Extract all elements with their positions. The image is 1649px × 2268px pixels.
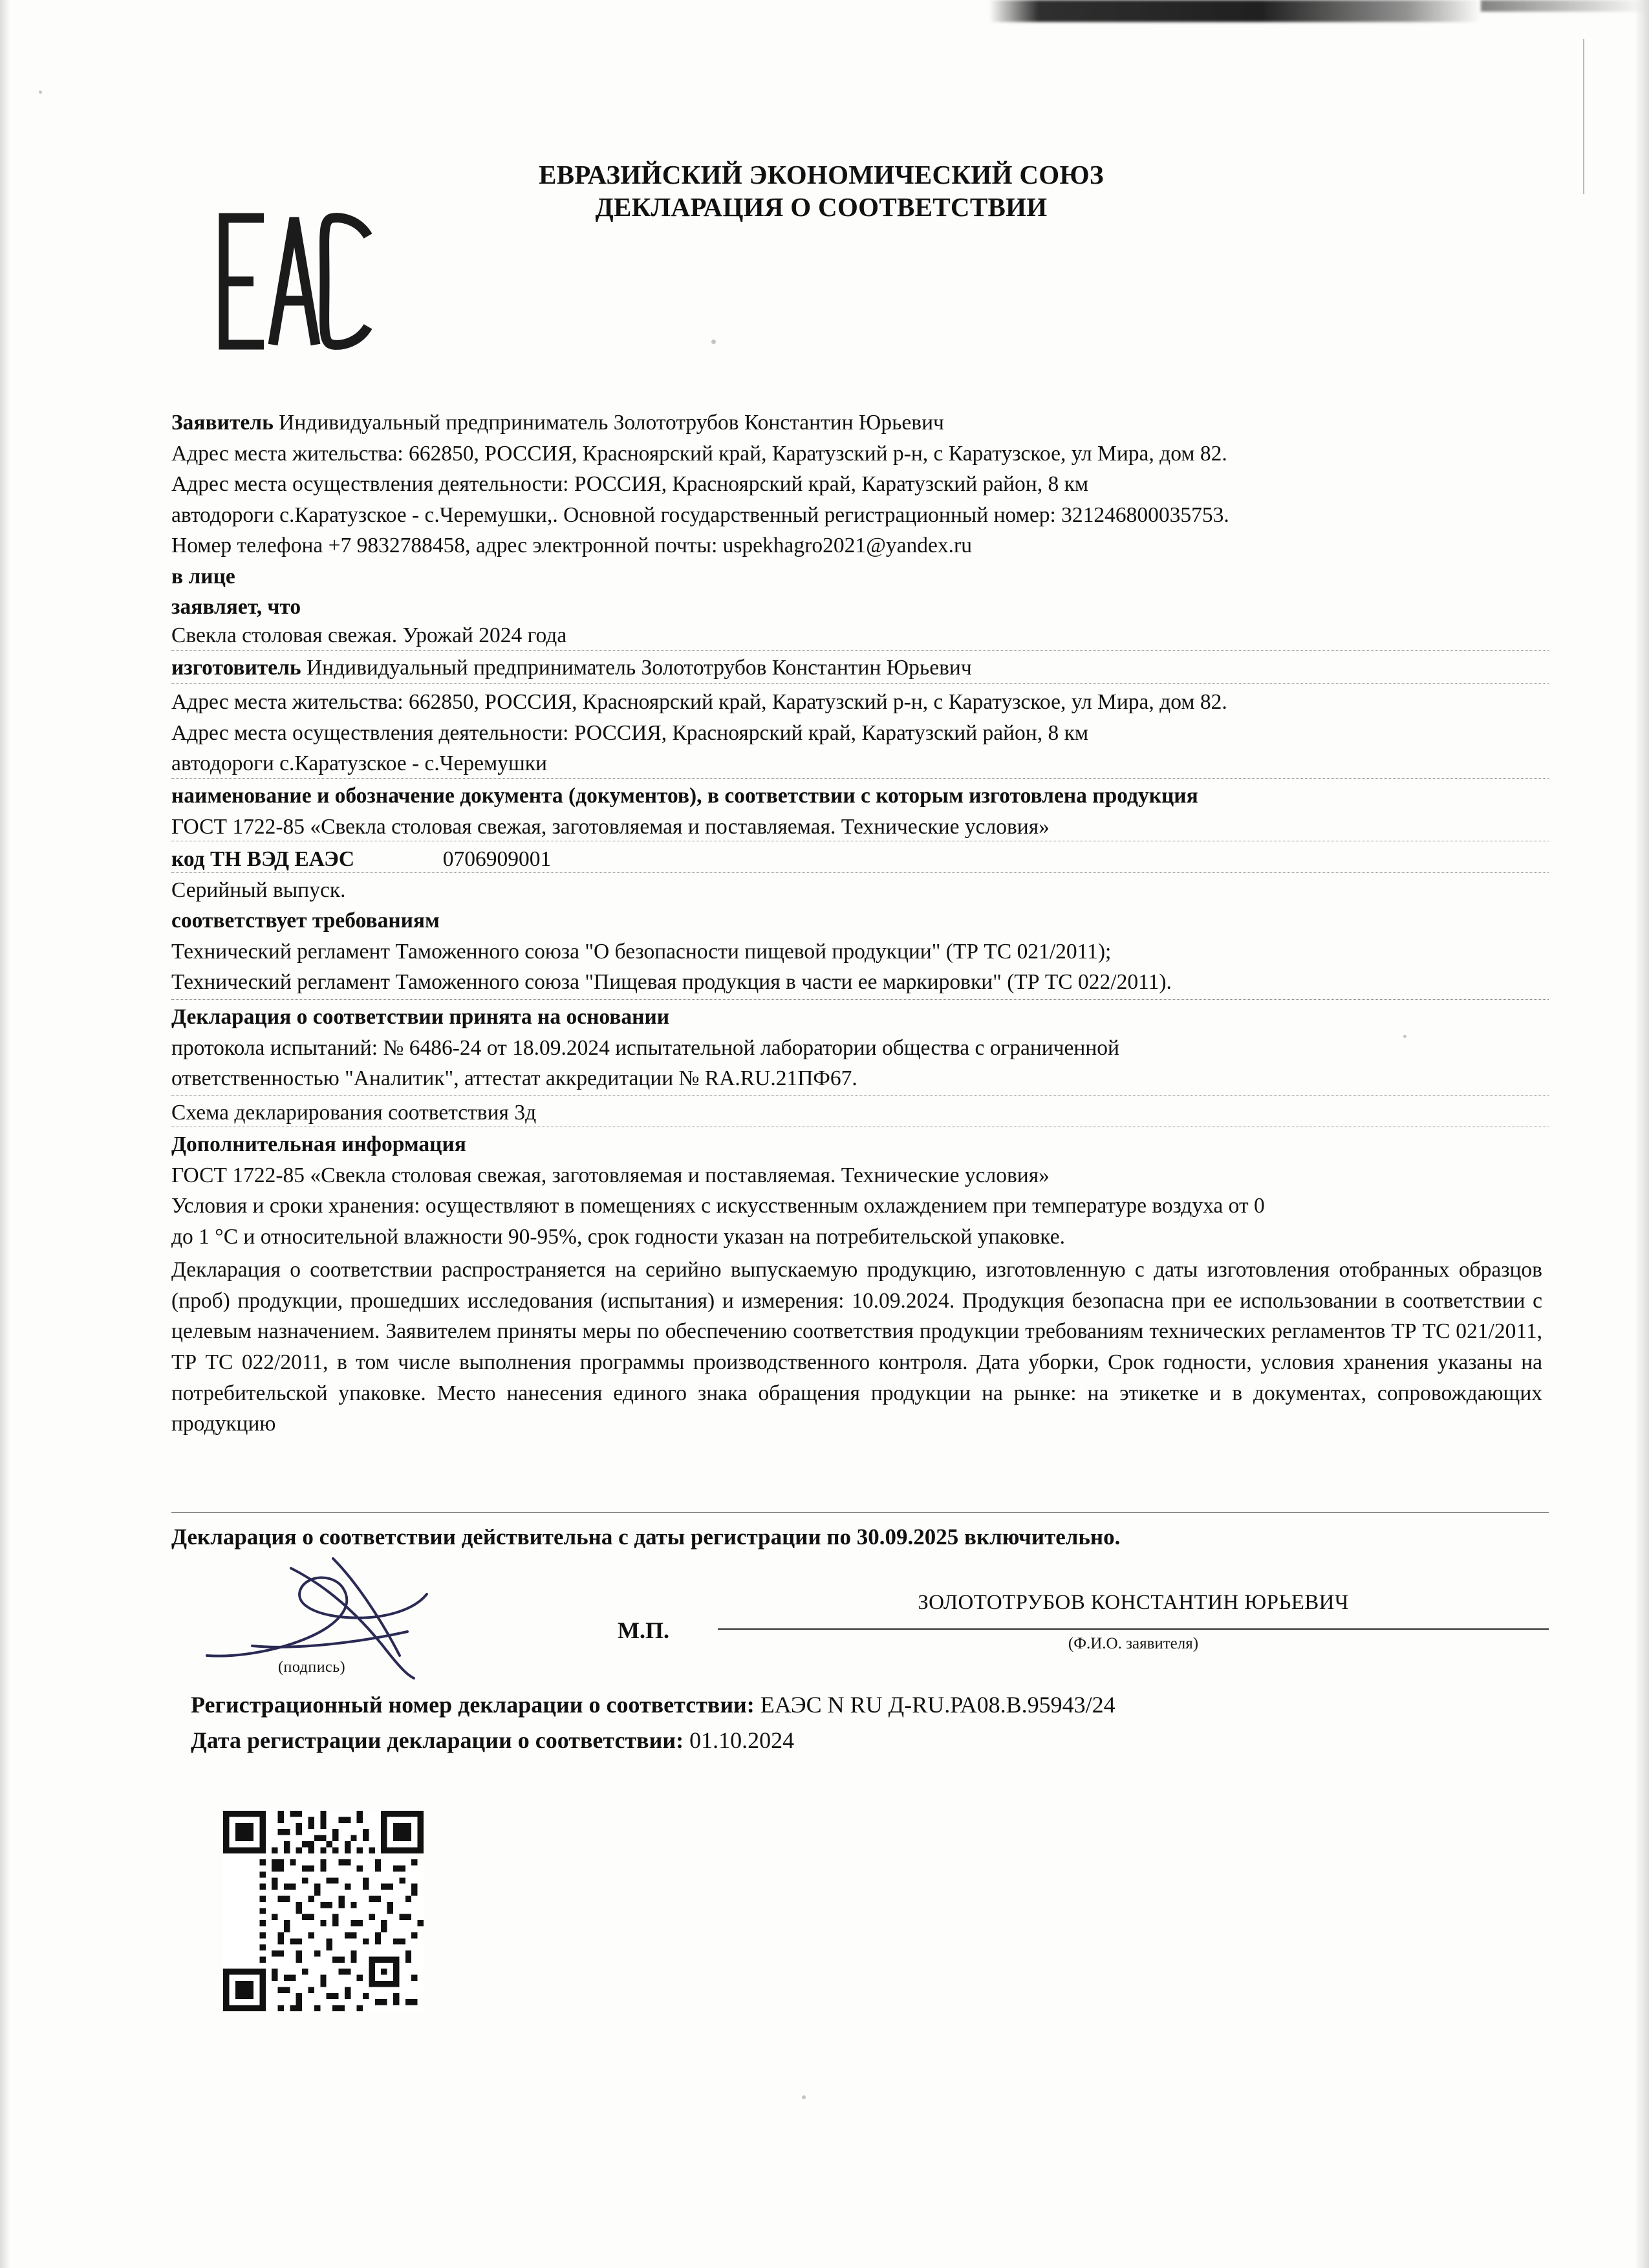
documents-label: наименование и обозначение документа (документов), в соответствии с которым изготовлена продукция (171, 784, 1198, 808)
declaration-scheme: Схема декларирования соответствия 3д (171, 1101, 537, 1125)
conformity-section (171, 905, 1549, 998)
registration-number-row (191, 1691, 1116, 1718)
documents-value: ГОСТ 1722-85 «Свекла столовая свежая, заготовляемая и поставляемая. Технические условия» (171, 814, 1050, 839)
product-description: Свекла столовая свежая. Урожай 2024 года (171, 623, 567, 647)
scan-artifact-top (989, 0, 1481, 22)
scan-artifact-top-right (1481, 0, 1649, 12)
scan-vertical-line (1583, 39, 1584, 194)
registration-date-label: Дата регистрации декларации о соответствии: (191, 1727, 684, 1753)
divider (171, 683, 1549, 684)
document-title-line1: ЕВРАЗИЙСКИЙ ЭКОНОМИЧЕСКИЙ СОЮЗ (539, 160, 1104, 189)
document-title (272, 158, 1371, 223)
declarant-name: ЗОЛОТОТРУБОВ КОНСТАНТИН ЮРЬЕВИЧ (918, 1591, 1349, 1614)
scan-speck (39, 91, 42, 94)
document-title-line2: ДЕКЛАРАЦИЯ О СООТВЕТСТВИИ (595, 192, 1048, 222)
manufacturer-section (171, 653, 1549, 684)
divider (171, 999, 1549, 1000)
applicant-activity-address-line1: Адрес места осуществления деятельности: РОССИЯ, Красноярский край, Каратузский район, 8 км (171, 472, 1089, 497)
registration-date-value: 01.10.2024 (689, 1727, 795, 1753)
applicant-contacts: Номер телефона +7 9832788458, адрес электронной почты: uspekhagro2021@yandex.ru (171, 534, 972, 558)
qr-code[interactable] (223, 1811, 424, 2011)
manufacturer-activity-line2: автодороги с.Каратузское - с.Черемушки (171, 751, 547, 776)
manufacturer-addresses (171, 687, 1549, 779)
series-release: Серийный выпуск. (171, 878, 346, 902)
basis-line1: протокола испытаний: № 6486-24 от 18.09.2024 испытательной лаборатории общества с ограниченной (171, 1035, 1119, 1060)
manufacturer-residence-address: Адрес места жительства: 662850, РОССИЯ, Красноярский край, Каратузский р-н, с Каратузское, ул Мира, дом 82. (171, 690, 1227, 714)
signature-caption: (подпись) (278, 1659, 346, 1676)
applicant-in-person: в лице (171, 564, 235, 589)
divider (171, 872, 1549, 873)
manufacturer-label: изготовитель (171, 656, 301, 680)
registration-number-label: Регистрационный номер декларации о соответствии: (191, 1692, 755, 1718)
divider (171, 1095, 1549, 1096)
tnved-value: 0706909001 (442, 847, 552, 871)
scan-speck (711, 340, 716, 344)
basis-line2: ответственностью "Аналитик", аттестат аккредитации № RA.RU.21ПФ67. (171, 1066, 857, 1091)
documents-section (171, 781, 1549, 842)
declarant-caption: (Ф.И.О. заявителя) (1068, 1635, 1199, 1652)
conformity-line2: Технический регламент Таможенного союза "Пищевая продукция в части ее маркировки" (ТР ТС 022/2011). (171, 970, 1172, 995)
validity-statement: Декларация о соответствии действительна с даты регистрации по 30.09.2025 включительно. (171, 1524, 1121, 1550)
applicant-name: Индивидуальный предприниматель Золототрубов Константин Юрьевич (279, 411, 944, 435)
manufacturer-name: Индивидуальный предприниматель Золототрубов Константин Юрьевич (306, 656, 972, 680)
applicant-residence-address: Адрес места жительства: 662850, РОССИЯ, Красноярский край, Каратузский р-н, с Каратузское, ул Мира, дом 82. (171, 441, 1227, 466)
manufacturer-name-line (171, 653, 1549, 684)
additional-info-section (171, 1129, 1549, 1440)
additional-gost: ГОСТ 1722-85 «Свекла столовая свежая, заготовляемая и поставляемая. Технические условия» (171, 1163, 1050, 1187)
additional-info-label: Дополнительная информация (171, 1132, 466, 1156)
applicant-declares: заявляет, что (171, 595, 301, 620)
stamp-label: М.П. (618, 1617, 669, 1643)
tnved-row (171, 844, 1549, 875)
conformity-line1: Технический регламент Таможенного союза "О безопасности пищевой продукции" (ТР ТС 021/2011); (171, 939, 1112, 964)
signature-rule (718, 1628, 1549, 1630)
divider (171, 1512, 1549, 1513)
applicant-name-line (171, 407, 1549, 438)
divider (171, 778, 1549, 779)
eac-mark-icon (213, 210, 378, 352)
applicant-section (171, 407, 1549, 623)
registration-number-value: ЕАЭС N RU Д-RU.РА08.В.95943/24 (760, 1692, 1116, 1718)
scan-edge-right (1635, 0, 1649, 2268)
tnved-label: код ТН ВЭД ЕАЭС (171, 847, 355, 871)
scan-edge-left (0, 0, 10, 2268)
additional-storage-line1: Условия и сроки хранения: осуществляют в помещениях с искусственным охлаждением при температуре воздуха от 0 (171, 1194, 1265, 1218)
additional-paragraph: Декларация о соответствии распространяется на серийно выпускаемую продукцию, изготовленную с даты изготовления отобранных образцов (проб) продукции, прошедших исследования (испытания) и измерения: 10.09.2024. Продукция безопасна при ее использовании в соответствии с целевым назначением. Заявителем приняты меры по обеспечению соответствия продукции требованиям технических регламентов ТР ТС 021/2011, ТР ТС 022/2011, в том числе выполнения программы производственного контроля. Дата уборки, Срок годности, условия хранения указаны на потребительской упаковке. Место нанесения единого знака обращения продукции на рынке: на этикетке и в документах, сопровождающих продукцию (171, 1258, 1542, 1436)
applicant-label: Заявитель (171, 411, 274, 435)
product-section (171, 620, 1549, 651)
basis-label: Декларация о соответствии принята на основании (171, 1005, 670, 1029)
basis-section (171, 1002, 1549, 1094)
divider (171, 650, 1549, 651)
manufacturer-activity-line1: Адрес места осуществления деятельности: РОССИЯ, Красноярский край, Каратузский район, 8 км (171, 720, 1089, 745)
additional-storage-line2: до 1 °С и относительной влажности 90-95%, срок годности указан на потребительской упаковке. (171, 1224, 1065, 1249)
conformity-label: соответствует требованиям (171, 909, 440, 933)
registration-date-row (191, 1727, 794, 1754)
applicant-activity-address-line2: автодороги с.Каратузское - с.Черемушки,. Основной государственный регистрационный номер: 321246800035753. (171, 502, 1229, 527)
scan-speck (802, 2095, 806, 2099)
